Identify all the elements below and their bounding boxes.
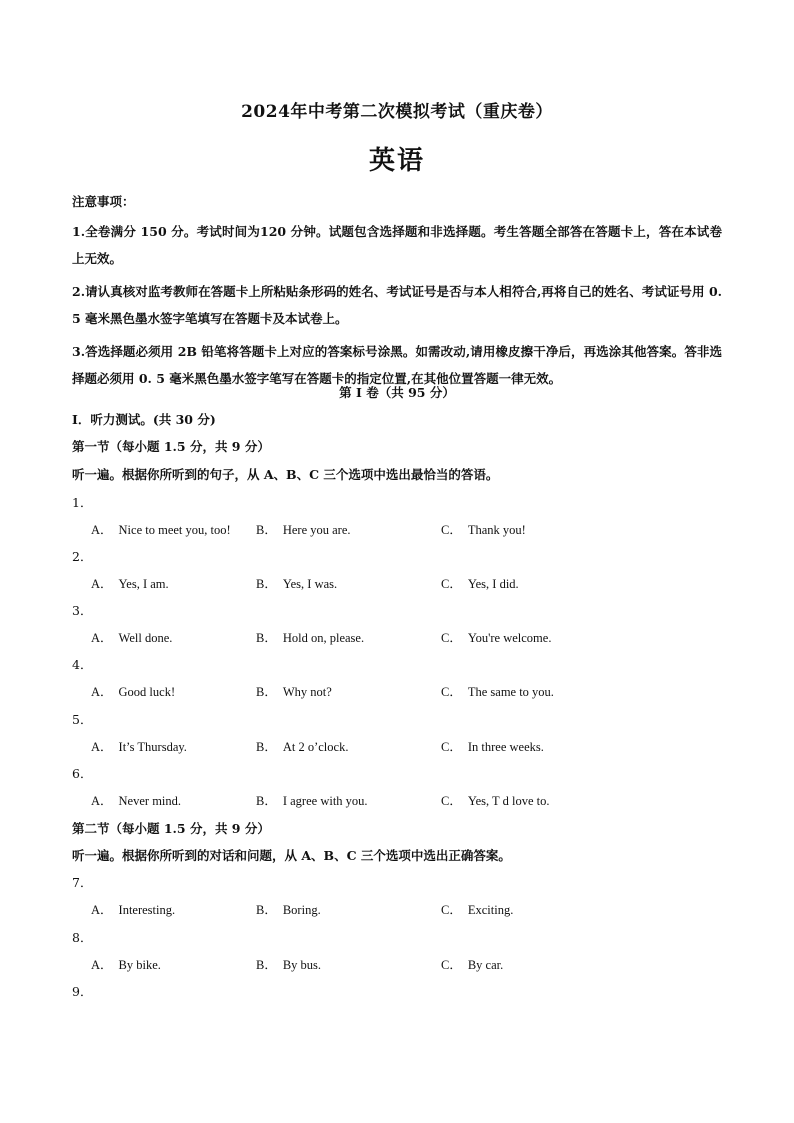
option-letter: A． [91,631,113,645]
option-letter: B． [256,958,277,972]
notice-item-3: 3.答选择题必须用 2B 铅笔将答题卡上对应的答案标号涂黑。如需改动,请用橡皮擦干净后，再选涂其他答案。答非选择题必须用 0. 5 毫米黑色墨水签字笔写在答题卡的指定位置,在其他位置答题一律无效。 [72,344,722,386]
option-letter: C． [441,794,462,808]
option-text: By bus. [282,958,322,972]
option-letter: B． [256,794,277,808]
option-text: Here you are. [282,523,351,537]
option-letter: A． [91,685,113,699]
option-letter: B． [256,523,277,537]
question-number: 7． [72,875,93,890]
question-number: 4． [72,657,93,672]
option-a [91,737,187,757]
option-b [256,574,337,594]
option-letter: C． [441,523,462,537]
listening-section-title: Ⅰ．听力测试。(共 30 分) [72,412,216,427]
notice-heading: 注意事项： [72,194,135,209]
option-c [441,900,513,920]
option-b [256,520,351,540]
option-text: Good luck! [118,685,176,699]
option-text: By bike. [118,958,161,972]
question-number: 5． [72,712,93,727]
option-c [441,574,519,594]
option-letter: B． [256,740,277,754]
option-a [91,955,161,975]
option-b [256,900,321,920]
option-a [91,791,181,811]
option-text: Well done. [118,631,173,645]
option-text: At 2 o’clock. [282,740,349,754]
option-text: Boring. [282,903,321,917]
option-letter: A． [91,958,113,972]
option-text: The same to you. [467,685,554,699]
option-letter: A． [91,523,113,537]
option-letter: A． [91,903,113,917]
option-text: Exciting. [467,903,514,917]
question-number: 9． [72,984,93,999]
option-text: Yes, I was. [282,577,338,591]
option-c [441,520,526,540]
option-c [441,737,544,757]
option-b [256,791,368,811]
option-text: By car. [467,958,504,972]
subject-title: 英语 [368,146,425,176]
option-letter: B． [256,631,277,645]
option-b [256,628,364,648]
section2-title: 第二节（每小题 1.5 分，共 9 分） [72,821,270,836]
question-number: 6． [72,766,93,781]
option-letter: B． [256,903,277,917]
option-letter: A． [91,577,113,591]
question-number: 1． [72,495,93,510]
section1-instruction: 听一遍。根据你所听到的句子，从 A、B、C 三个选项中选出最恰当的答语。 [72,467,499,482]
option-a [91,520,231,540]
section1-title: 第一节（每小题 1.5 分，共 9 分） [72,439,270,454]
option-b [256,955,321,975]
option-letter: C． [441,958,462,972]
option-text: Yes, I am. [118,577,169,591]
option-letter: A． [91,794,113,808]
option-c [441,628,551,648]
option-c [441,955,503,975]
option-a [91,900,175,920]
option-letter: C． [441,903,462,917]
option-a [91,574,169,594]
option-letter: C． [441,740,462,754]
notice-item-2: 2.请认真核对监考教师在答题卡上所粘贴条形码的姓名、考试证号是否与本人相符合,再将自己的姓名、考试证号用 0. 5 毫米黑色墨水签字笔填写在答题卡及本试卷上。 [72,284,722,326]
notice-item-1: 1.全卷满分 150 分。考试时间为120 分钟。试题包含选择题和非选择题。考生答题全部答在答题卡上，答在本试卷上无效。 [72,224,722,266]
part-title: 第 I 卷（共 95 分） [339,385,455,400]
option-b [256,737,348,757]
question-number: 8． [72,930,93,945]
option-text: I agree with you. [282,794,368,808]
question-number: 2． [72,549,93,564]
option-text: Never mind. [118,794,182,808]
option-c [441,682,554,702]
option-a [91,682,175,702]
option-letter: C． [441,631,462,645]
section2-instruction: 听一遍。根据你所听到的对话和问题，从 A、B、C 三个选项中选出正确答案。 [72,848,511,863]
option-letter: B． [256,577,277,591]
option-letter: C． [441,685,462,699]
option-text: Yes, T d love to. [467,794,550,808]
option-a [91,628,172,648]
option-letter: A． [91,740,113,754]
option-text: Interesting. [118,903,176,917]
option-b [256,682,332,702]
option-text: Thank you! [467,523,526,537]
option-text: Yes, I did. [467,577,519,591]
option-c [441,791,549,811]
exam-title: 2024年中考第二次模拟考试（重庆卷） [241,102,553,122]
question-number: 3． [72,603,93,618]
option-text: You're welcome. [467,631,552,645]
option-text: Nice to meet you, too! [118,523,231,537]
option-text: In three weeks. [467,740,544,754]
option-letter: B． [256,685,277,699]
option-text: Why not? [282,685,332,699]
option-text: Hold on, please. [282,631,365,645]
notice-section [72,192,722,392]
option-letter: C． [441,577,462,591]
option-text: It’s Thursday. [118,740,187,754]
